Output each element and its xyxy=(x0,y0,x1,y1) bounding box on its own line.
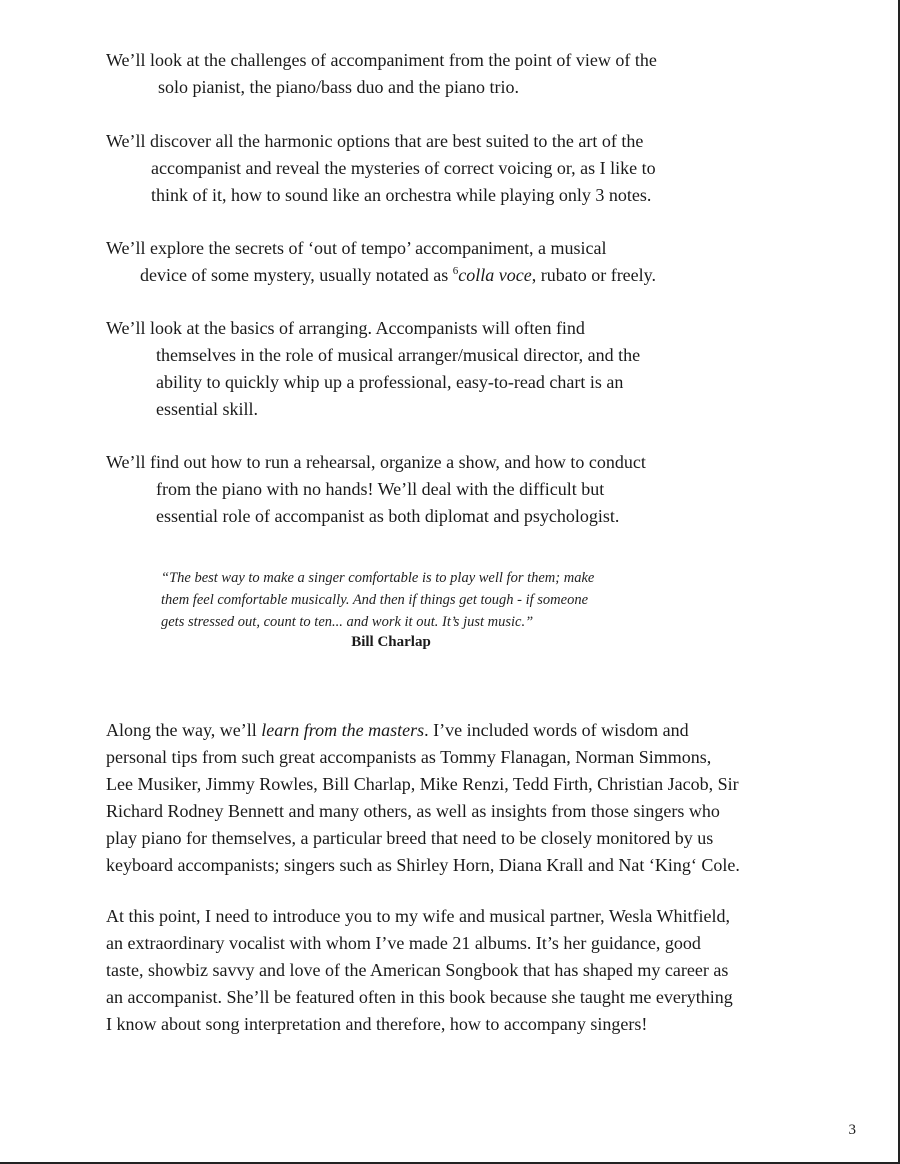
text-line: themselves in the role of musical arranger/musical director, and the xyxy=(156,345,641,365)
text-segment: Along the way, we’ll xyxy=(106,720,262,740)
text-line: think of it, how to sound like an orchestra while playing only 3 notes. xyxy=(151,185,652,205)
text-segment: device of some mystery, usually notated as xyxy=(140,265,453,285)
page-number: 3 xyxy=(848,1122,856,1138)
text-line: We’ll discover all the harmonic options that are best suited to the art of the xyxy=(106,131,644,151)
text-line: essential skill. xyxy=(156,399,258,419)
pull-quote xyxy=(161,567,721,633)
text-line: keyboard accompanists; singers such as Shirley Horn, Diana Krall and Nat ‘King‘ Cole. xyxy=(106,855,740,875)
text-segment: , rubato or freely. xyxy=(531,265,656,285)
text-line: We’ll explore the secrets of ‘out of tempo’ accompaniment, a musical xyxy=(106,238,607,258)
text-line xyxy=(106,262,766,289)
bullet-rehearsal xyxy=(106,449,766,530)
text-line: from the piano with no hands! We’ll deal with the difficult but xyxy=(156,479,605,499)
text-line: Lee Musiker, Jimmy Rowles, Bill Charlap, Mike Renzi, Tedd Firth, Christian Jacob, Sir xyxy=(106,774,739,794)
text-line: solo pianist, the piano/bass duo and the piano trio. xyxy=(158,77,519,97)
bullet-accompaniment-challenges xyxy=(106,47,766,101)
bullet-harmonic-options xyxy=(106,128,766,209)
attribution-name: Bill Charlap xyxy=(351,634,431,650)
text-line: play piano for themselves, a particular breed that need to be closely monitored by us xyxy=(106,828,714,848)
text-line: I know about song interpretation and therefore, how to accompany singers! xyxy=(106,1014,648,1034)
text-line: an accompanist. She’ll be featured often in this book because she taught me everything xyxy=(106,987,733,1007)
quote-line: them feel comfortable musically. And then if things get tough - if someone xyxy=(161,592,589,608)
text-line: accompanist and reveal the mysteries of correct voicing or, as I like to xyxy=(151,158,656,178)
text-segment: . I’ve included words of wisdom and xyxy=(424,720,689,740)
footnote-marker: 6 xyxy=(452,265,459,277)
text-line: We’ll look at the challenges of accompaniment from the point of view of the xyxy=(106,50,657,70)
paragraph-learn-from-masters xyxy=(106,717,846,879)
text-line: Richard Rodney Bennett and many others, as well as insights from those singers who xyxy=(106,801,720,821)
text-line: ability to quickly whip up a professional, easy-to-read chart is an xyxy=(156,372,624,392)
text-line: taste, showbiz savvy and love of the American Songbook that has shaped my career as xyxy=(106,960,729,980)
quote-line: “The best way to make a singer comfortable is to play well for them; make xyxy=(161,570,595,586)
italic-phrase: learn from the masters xyxy=(261,720,425,740)
paragraph-wesla-whitfield xyxy=(106,903,846,1038)
quote-attribution xyxy=(161,634,721,651)
text-line: an extraordinary vocalist with whom I’ve made 21 albums. It’s her guidance, good xyxy=(106,933,701,953)
text-line: At this point, I need to introduce you to my wife and musical partner, Wesla Whitfield, xyxy=(106,906,731,926)
bullet-arranging xyxy=(106,315,766,423)
text-line: We’ll find out how to run a rehearsal, organize a show, and how to conduct xyxy=(106,452,646,472)
text-line xyxy=(106,717,846,744)
bullet-out-of-tempo xyxy=(106,235,766,289)
italic-term: colla voce xyxy=(458,265,532,285)
text-line: personal tips from such great accompanists as Tommy Flanagan, Norman Simmons, xyxy=(106,747,712,767)
text-line: essential role of accompanist as both diplomat and psychologist. xyxy=(156,506,620,526)
text-line: We’ll look at the basics of arranging. Accompanists will often find xyxy=(106,318,585,338)
quote-line: gets stressed out, count to ten... and work it out. It’s just music.” xyxy=(161,614,534,630)
